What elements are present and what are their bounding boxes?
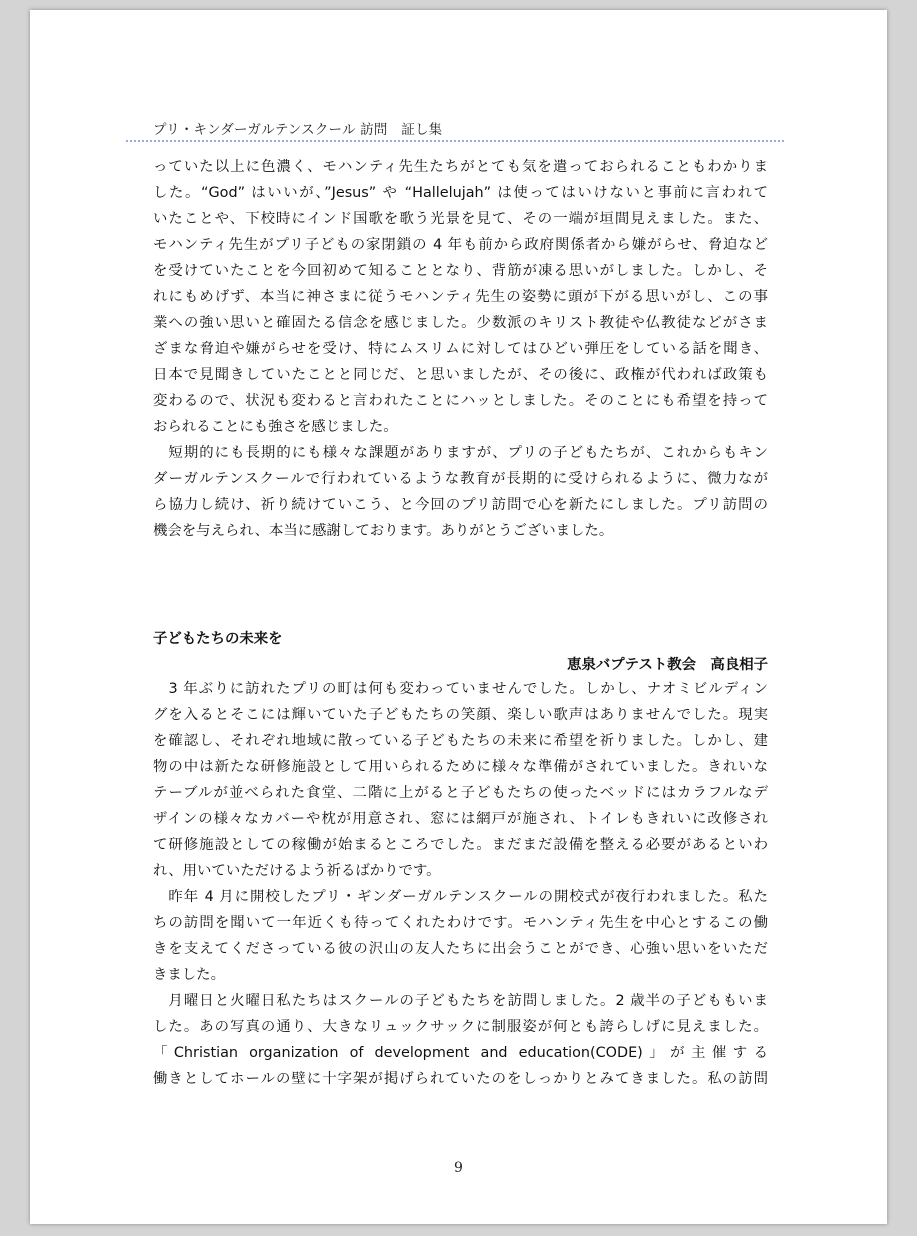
body-line: いたことや、下校時にインド国歌を歌う光景を見て、その一端が垣間見えました。また、	[153, 211, 768, 227]
body-line: した。あの写真の通り、大きなリュックサックに制服姿が何とも誇らしげに見えました。	[153, 1019, 768, 1035]
running-header: プリ・キンダーガルテンスクール 訪問 証し集	[153, 122, 443, 138]
body-line: を確認し、それぞれ地域に散っている子どもたちの未来に希望を祈りました。しかし、建	[153, 733, 768, 749]
body-line: テーブルが並べられた食堂、二階に上がると子どもたちの使ったベッドにはカラフルなデ	[153, 785, 768, 801]
body-line: っていた以上に色濃く、モハンティ先生たちがとても気を遣っておられることもわかりま	[153, 159, 768, 175]
body-line: おられることにも強さを感じました。	[153, 419, 398, 435]
body-line: 月曜日と火曜日私たちはスクールの子どもたちを訪問しました。2 歳半の子どももいま	[153, 993, 768, 1009]
page-number: 9	[454, 1160, 463, 1176]
body-line: ダーガルテンスクールで行われているような教育が長期的に受けられるように、微力なが	[153, 471, 768, 487]
body-line: 機会を与えられ、本当に感謝しております。ありがとうございました。	[153, 523, 614, 539]
body-line: を受けていたことを今回初めて知ることとなり、背筋が凍る思いがしました。しかし、そ	[153, 263, 768, 279]
header-dotted-rule	[126, 140, 784, 142]
body-line: れ、用いていただけるよう祈るばかりです。	[153, 863, 441, 879]
body-line: 日本で見聞きしていたことと同じだ、と思いましたが、その後に、政権が代われば政策も	[153, 367, 768, 383]
body-line: 「Christian organization of development and education(CODE)」が主催する	[153, 1045, 768, 1061]
document-page	[30, 10, 887, 1224]
body-line: 物の中は新たな研修施設として用いられるために様々な準備がされていました。きれいな	[153, 759, 768, 775]
body-line: ら協力し続け、祈り続けていこう、と今回のプリ訪問で心を新たにしました。プリ訪問の	[153, 497, 768, 513]
author-line: 恵泉バプテスト教会 高良相子	[567, 657, 768, 673]
section-title: 子どもたちの未来を	[153, 631, 283, 647]
body-line: ちの訪問を聞いて一年近くも待ってくれたわけです。モハンティ先生を中心とするこの働	[153, 915, 768, 931]
body-line: 3 年ぶりに訪れたプリの町は何も変わっていませんでした。しかし、ナオミビルディン	[153, 681, 768, 697]
body-line: れにもめげず、本当に神さまに従うモハンティ先生の姿勢に頭が下がる思いがし、この事	[153, 289, 768, 305]
body-line: 働きとしてホールの壁に十字架が掲げられていたのをしっかりとみてきました。私の訪問	[153, 1071, 768, 1087]
body-line: きを支えてくださっている彼の沢山の友人たちに出会うことができ、心強い思いをいただ	[153, 941, 768, 957]
body-line: ざまな脅迫や嫌がらせを受け、特にムスリムに対してはひどい弾圧をしている話を聞き、	[153, 341, 768, 357]
body-line: 業への強い思いと確固たる信念を感じました。少数派のキリスト教徒や仏教徒などがさま	[153, 315, 768, 331]
body-line: した。“God” はいいが、”Jesus” や “Hallelujah” は使ってはいけないと事前に言われて	[153, 185, 768, 201]
body-line: 昨年 4 月に開校したプリ・ギンダーガルテンスクールの開校式が夜行われました。私た	[153, 889, 768, 905]
body-line: て研修施設としての稼働が始まるところでした。まだまだ設備を整える必要があるといわ	[153, 837, 768, 853]
body-line: 変わるので、状況も変わると言われたことにハッとしました。そのことにも希望を持って	[153, 393, 768, 409]
body-line: モハンティ先生がプリ子どもの家閉鎖の 4 年も前から政府関係者から嫌がらせ、脅迫など	[153, 237, 768, 253]
body-line: グを入るとそこには輝いていた子どもたちの笑顔、楽しい歌声はありませんでした。現実	[153, 707, 768, 723]
body-line: きました。	[153, 967, 225, 983]
body-line: 短期的にも長期的にも様々な課題がありますが、プリの子どもたちが、これからもキン	[153, 445, 768, 461]
body-line: ザインの様々なカバーや枕が用意され、窓には網戸が施され、トイレもきれいに改修され	[153, 811, 768, 827]
